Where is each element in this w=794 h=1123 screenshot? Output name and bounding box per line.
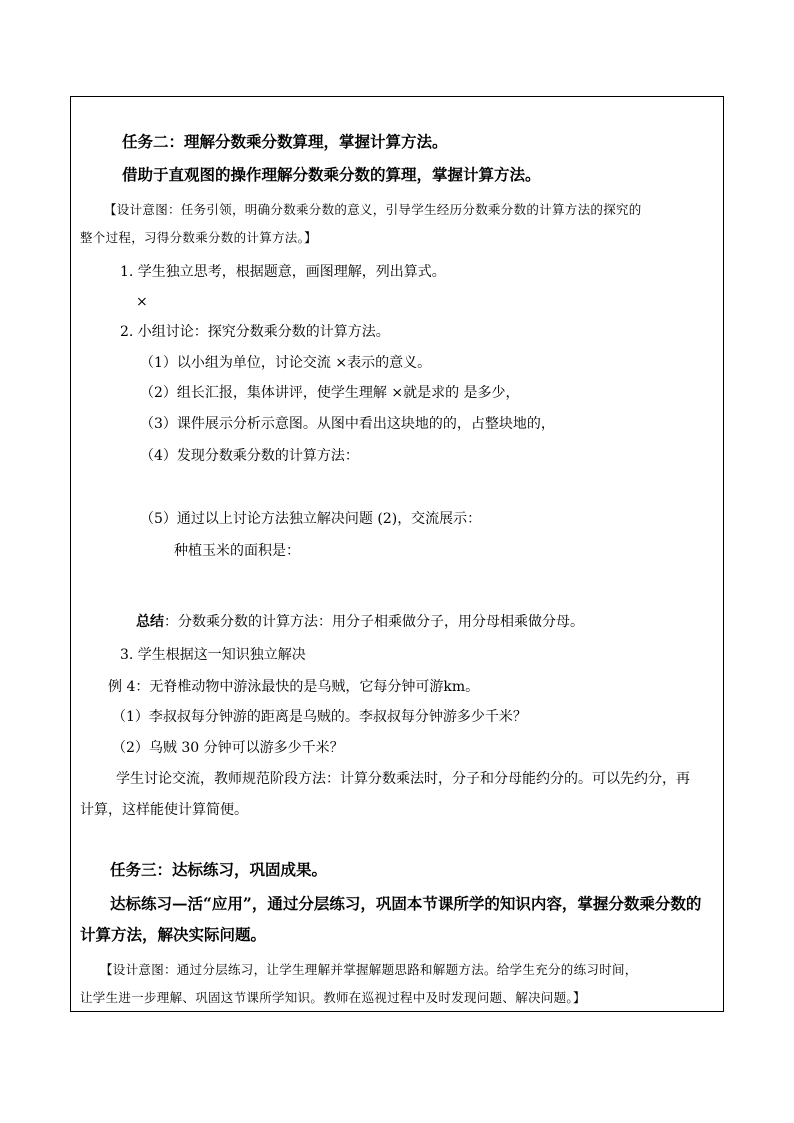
step-2: 2. 小组讨论：探究分数乘分数的计算方法。 — [120, 324, 390, 340]
step-2-1: （1）以小组为单位，讨论交流 ×表示的意义。 — [140, 355, 432, 371]
step-1-formula: × — [136, 294, 148, 310]
design-note-2-line2: 让学生进一步理解、巩固这节课所学知识。教师在巡视过程中及时发现问题、解决问题。】 — [80, 990, 586, 1005]
design-note-1-line2: 整个过程，习得分数乘分数的计算方法。】 — [80, 230, 317, 245]
design-note-1-line1: 【设计意图：任务引领，明确分数乘分数的意义，引导学生经历分数乘分数的计算方法的探究的 — [104, 202, 642, 217]
task2-subtitle: 借助于直观图的操作理解分数乘分数的算理，掌握计算方法。 — [122, 165, 541, 184]
discussion-line-1: 学生讨论交流，教师规范阶段方法：计算分数乘法时，分子和分母能约分的。可以先约分，再 — [116, 771, 690, 787]
step-1: 1. 学生独立思考，根据题意，画图理解，列出算式。 — [120, 264, 446, 280]
discussion-line-2: 计算，这样能使计算简便。 — [80, 802, 248, 818]
step-2-5: （5）通过以上讨论方法独立解决问题 (2)，交流展示： — [140, 511, 482, 527]
question-2: （2）乌贼 30 分钟可以游多少千米？ — [112, 740, 344, 756]
question-1: （1）李叔叔每分钟游的距离是乌贼的。李叔叔每分钟游多少千米？ — [112, 709, 527, 725]
task3-body-line2: 计算方法，解决实际问题。 — [80, 925, 267, 944]
design-note-2-line1: 【设计意图：通过分层练习，让学生理解并掌握解题思路和解题方法。给学生充分的练习时间， — [100, 962, 638, 977]
task3-title: 任务三：达标练习，巩固成果。 — [110, 860, 328, 879]
summary-line — [136, 612, 584, 632]
summary-label: 总结 — [136, 614, 164, 630]
step-2-2: （2）组长汇报，集体讲评，使学生理解 ×就是求的 是多少， — [140, 385, 520, 401]
task3-body-line1: 达标练习—活“应用”，通过分层练习，巩固本节课所学的知识内容，掌握分数乘分数的 — [110, 894, 702, 913]
task2-title: 任务二：理解分数乘分数算理，掌握计算方法。 — [122, 132, 448, 151]
example-4: 例 4：无脊椎动物中游泳最快的是乌贼，它每分钟可游km。 — [108, 679, 480, 695]
step-3: 3. 学生根据这一知识独立解决 — [120, 647, 306, 663]
summary-text: ：分数乘分数的计算方法：用分子相乘做分子，用分母相乘做分母。 — [164, 614, 584, 630]
corn-area-line: 种植玉米的面积是： — [174, 543, 300, 559]
step-2-4: （4）发现分数乘分数的计算方法： — [140, 448, 359, 464]
step-2-3: （3）课件展示分析示意图。从图中看出这块地的的，占整块地的， — [140, 416, 555, 432]
